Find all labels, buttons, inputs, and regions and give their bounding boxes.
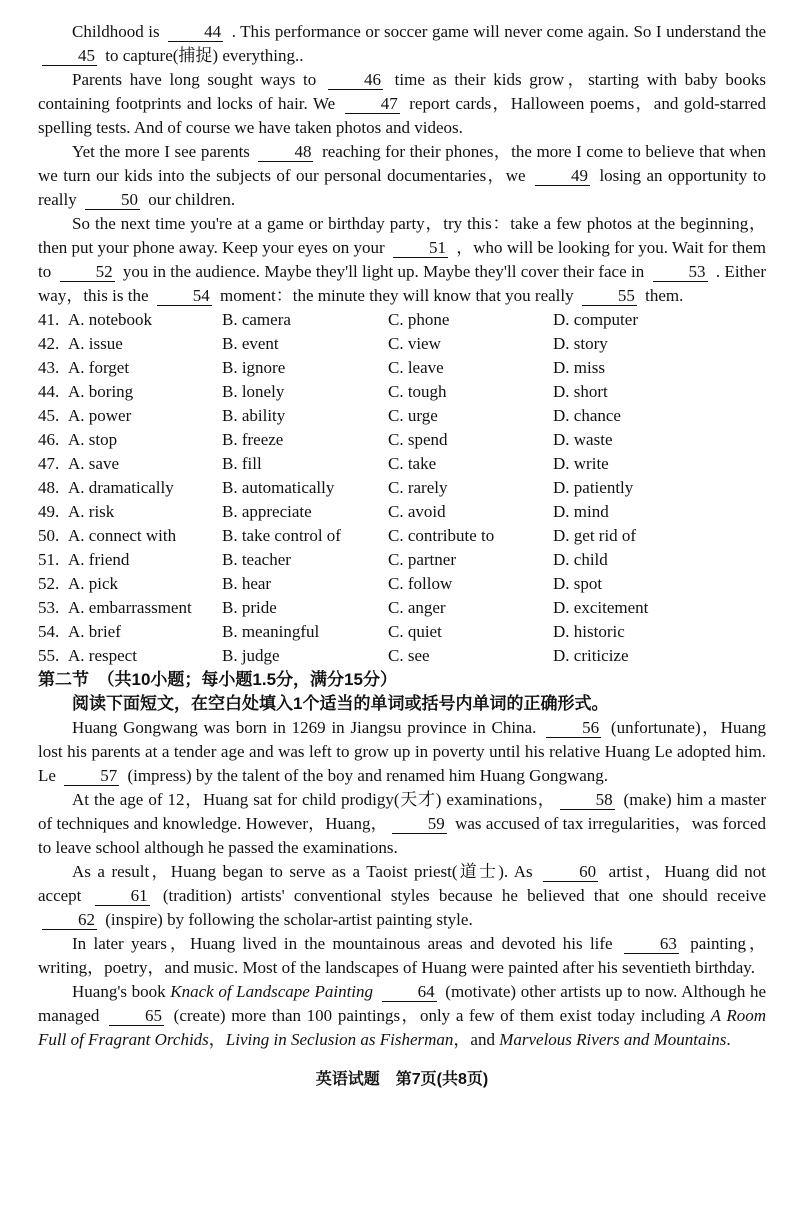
blank-62: 62 <box>42 910 97 930</box>
option-row <box>38 380 766 404</box>
option-b: B. hear <box>222 574 272 593</box>
blank-46: 46 <box>328 70 383 90</box>
option-row <box>38 332 766 356</box>
option-c: C. spend <box>388 430 448 449</box>
option-row <box>38 404 766 428</box>
option-b: B. pride <box>222 598 277 617</box>
blank-47: 47 <box>345 94 400 114</box>
book-title: A Room Full of Fragrant Orchids <box>38 1006 766 1049</box>
option-a: A. embarrassment <box>68 598 192 617</box>
option-a: A. boring <box>68 382 134 401</box>
section2-title: 第二节 （共10小题；每小题1.5分，满分15分） <box>38 670 397 689</box>
blank-60: 60 <box>543 862 598 882</box>
option-c: C. avoid <box>388 502 446 521</box>
cloze-passage <box>38 20 766 308</box>
option-d: D. child <box>553 550 608 569</box>
option-a: A. forget <box>68 358 130 377</box>
option-d: D. historic <box>553 622 625 641</box>
option-b: B. lonely <box>222 382 285 401</box>
option-row <box>38 428 766 452</box>
option-c: C. view <box>388 334 441 353</box>
option-b: B. judge <box>222 646 280 665</box>
blank-64: 64 <box>382 982 437 1002</box>
question-number: 42. <box>38 334 60 353</box>
question-number: 54. <box>38 622 60 641</box>
blank-50: 50 <box>85 190 140 210</box>
blank-63: 63 <box>624 934 679 954</box>
paragraph: At the age of 12，Huang sat for child prodigy(天才) examinations， 58 (make) him a master of techniques and knowledge. However，Huang， 59 was accused of tax irregularities，was forced to leave school although he passed the examinations. <box>38 790 766 857</box>
option-c: C. see <box>388 646 430 665</box>
option-d: D. criticize <box>553 646 629 665</box>
option-c: C. tough <box>388 382 447 401</box>
blank-48: 48 <box>258 142 313 162</box>
paragraph: So the next time you're at a game or birthday party，try this：take a few photos at the beginning，then put your phone away. Keep your eyes on your 51 ，who will be looking for you. Wait for them to 52 you in the audience. Maybe they'll light up. Maybe they'll cover their face in 53 . Either way，this is the 54 moment：the minute they will know that you really 55 them. <box>38 214 766 305</box>
option-a: A. stop <box>68 430 118 449</box>
blank-61: 61 <box>95 886 150 906</box>
option-row <box>38 572 766 596</box>
blank-56: 56 <box>546 718 601 738</box>
option-row <box>38 452 766 476</box>
option-d: D. story <box>553 334 608 353</box>
option-a: A. pick <box>68 574 119 593</box>
option-c: C. urge <box>388 406 438 425</box>
option-row <box>38 500 766 524</box>
question-number: 44. <box>38 382 60 401</box>
paragraph: Childhood is 44 . This performance or soccer game will never come again. So I understand the 45 to capture(捕捉) everything.. <box>38 20 766 68</box>
option-row <box>38 644 766 668</box>
option-a: A. risk <box>68 502 115 521</box>
option-b: B. teacher <box>222 550 291 569</box>
question-number: 48. <box>38 478 60 497</box>
option-d: D. write <box>553 454 609 473</box>
option-b: B. appreciate <box>222 502 312 521</box>
option-b: B. automatically <box>222 478 335 497</box>
question-number: 50. <box>38 526 60 545</box>
option-b: B. freeze <box>222 430 284 449</box>
option-c: C. leave <box>388 358 444 377</box>
option-row <box>38 308 766 332</box>
option-d: D. patiently <box>553 478 634 497</box>
blank-53: 53 <box>653 262 708 282</box>
option-c: C. partner <box>388 550 456 569</box>
option-c: C. contribute to <box>388 526 495 545</box>
option-row <box>38 356 766 380</box>
option-a: A. notebook <box>68 310 153 329</box>
option-c: C. follow <box>388 574 453 593</box>
option-b: B. take control of <box>222 526 341 545</box>
option-d: D. mind <box>553 502 609 521</box>
paragraph: Parents have long sought ways to 46 time as their kids grow，starting with baby books containing footprints and locks of hair. We 47 report cards，Halloween poems，and gold-starred spelling tests. And of course we have taken photos and videos. <box>38 70 766 137</box>
blank-51: 51 <box>393 238 448 258</box>
book-title: Living in Seclusion as Fisherman <box>225 1030 454 1049</box>
question-number: 55. <box>38 646 60 665</box>
option-row <box>38 620 766 644</box>
option-c: C. take <box>388 454 437 473</box>
option-row <box>38 476 766 500</box>
option-a: A. respect <box>68 646 137 665</box>
option-d: D. short <box>553 382 608 401</box>
option-d: D. excitement <box>553 598 649 617</box>
option-c: C. quiet <box>388 622 442 641</box>
book-title: Knack of Landscape Painting <box>170 982 374 1001</box>
blank-45: 45 <box>42 46 97 66</box>
option-a: A. issue <box>68 334 123 353</box>
option-a: A. brief <box>68 622 121 641</box>
option-d: D. computer <box>553 310 638 329</box>
blank-65: 65 <box>109 1006 164 1026</box>
paragraph: Huang's book Knack of Landscape Painting 64 (motivate) other artists up to now. Although he managed 65 (create) more than 100 paintings，only a few of them exist today including A Room Full of Fragrant Orchids，Living in Seclusion as Fisherman，and Marvelous Rivers and Mountains. <box>38 982 766 1049</box>
blank-59: 59 <box>392 814 447 834</box>
page-footer: 英语试题 第7页(共8页) <box>315 1071 489 1088</box>
option-d: D. get rid of <box>553 526 637 545</box>
option-b: B. fill <box>222 454 262 473</box>
option-b: B. ability <box>222 406 286 425</box>
paragraph: Huang Gongwang was born in 1269 in Jiangsu province in China. 56 (unfortunate)，Huang lost his parents at a tender age and was left to grow up in poverty until his relative Huang Le adopted him. Le 57 (impress) by the talent of the boy and renamed him Huang Gongwang. <box>38 718 766 785</box>
option-a: A. friend <box>68 550 130 569</box>
option-row <box>38 596 766 620</box>
option-a: A. power <box>68 406 132 425</box>
blank-49: 49 <box>535 166 590 186</box>
blank-58: 58 <box>560 790 615 810</box>
question-number: 51. <box>38 550 60 569</box>
option-d: D. chance <box>553 406 621 425</box>
question-number: 52. <box>38 574 60 593</box>
question-number: 45. <box>38 406 60 425</box>
question-number: 49. <box>38 502 60 521</box>
paragraph: In later years，Huang lived in the mountainous areas and devoted his life 63 painting，writing，poetry，and music. Most of the landscapes of Huang were painted after his seventieth birthday. <box>38 934 766 977</box>
option-b: B. ignore <box>222 358 286 377</box>
paragraph: As a result，Huang began to serve as a Taoist priest(道士). As 60 artist，Huang did not accept 61 (tradition) artists' conventional styles because he believed that one should receive 62 (inspire) by following the scholar-artist painting style. <box>38 862 766 929</box>
option-b: B. event <box>222 334 279 353</box>
option-d: D. miss <box>553 358 605 377</box>
blank-52: 52 <box>60 262 115 282</box>
blank-44: 44 <box>168 22 223 42</box>
option-a: A. connect with <box>68 526 177 545</box>
option-row <box>38 524 766 548</box>
question-number: 47. <box>38 454 60 473</box>
question-number: 53. <box>38 598 60 617</box>
gapfill-passage <box>38 716 766 1052</box>
option-c: C. rarely <box>388 478 448 497</box>
option-b: B. camera <box>222 310 291 329</box>
paragraph: Yet the more I see parents 48 reaching for their phones，the more I come to believe that when we turn our kids into the subjects of our personal documentaries，we 49 losing an opportunity to really 50 our children. <box>38 142 766 209</box>
question-number: 41. <box>38 310 60 329</box>
blank-54: 54 <box>157 286 212 306</box>
option-c: C. anger <box>388 598 446 617</box>
option-row <box>38 548 766 572</box>
option-d: D. waste <box>553 430 613 449</box>
question-number: 46. <box>38 430 60 449</box>
book-title: Marvelous Rivers and Mountains <box>499 1030 727 1049</box>
options-list <box>38 308 766 668</box>
question-number: 43. <box>38 358 60 377</box>
blank-55: 55 <box>582 286 637 306</box>
option-c: C. phone <box>388 310 450 329</box>
option-a: A. dramatically <box>68 478 174 497</box>
blank-57: 57 <box>64 766 119 786</box>
section2-instruction: 阅读下面短文，在空白处填入1个适当的单词或括号内单词的正确形式。 <box>72 694 609 713</box>
option-b: B. meaningful <box>222 622 320 641</box>
option-d: D. spot <box>553 574 603 593</box>
option-a: A. save <box>68 454 119 473</box>
